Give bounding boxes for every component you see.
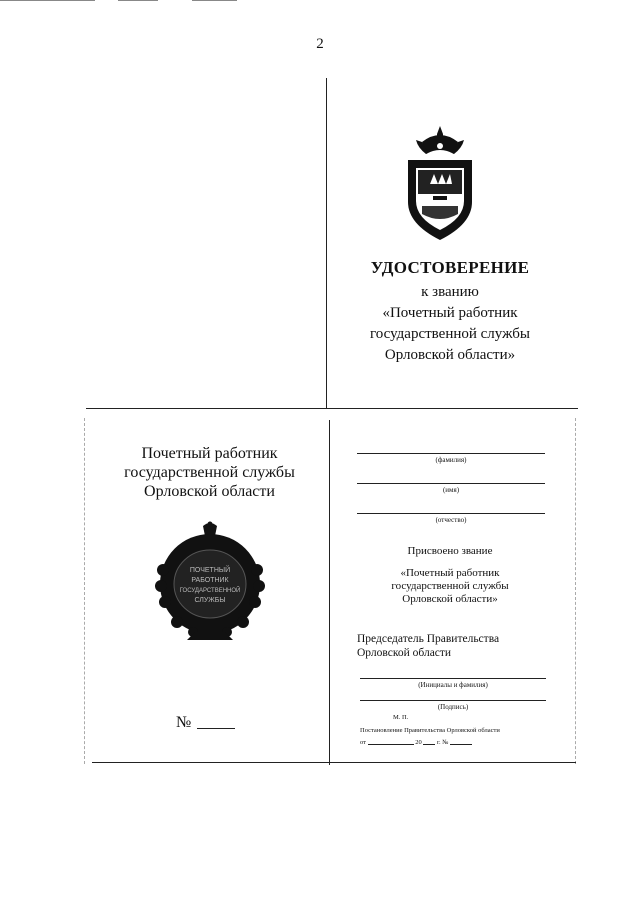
award-line: «Почетный работник (400, 567, 500, 579)
certificate-number (176, 714, 235, 732)
initials-caption: (Инициалы и фамилия) (418, 681, 488, 689)
subtitle-line: «Почетный работник (382, 305, 518, 321)
name-caption: (имя) (442, 486, 460, 494)
award-title (340, 567, 560, 606)
fold-line-horizontal (86, 408, 578, 409)
scan-artifact-line (118, 0, 158, 1)
subtitle-line: Орловской области» (384, 347, 516, 363)
decree-number-label: г. № (437, 739, 449, 746)
fold-line-vertical-top (326, 78, 327, 408)
initials-line (360, 678, 546, 679)
award-line: государственной службы (391, 580, 509, 592)
number-label: № (176, 714, 192, 731)
scan-artifact-line (192, 0, 237, 1)
chairman-line: Орловской области (357, 647, 452, 659)
left-page-title (92, 444, 327, 501)
date-from-label: от (360, 739, 367, 746)
certificate-subtitle (330, 282, 570, 366)
chairman-title (357, 632, 557, 660)
decree-number-blank (450, 737, 472, 745)
orel-region-coat-of-arms-icon (400, 124, 480, 244)
page-number: 2 (316, 36, 324, 52)
fold-line-vertical-bottom (329, 420, 330, 765)
decree-date-row (360, 737, 472, 746)
date-year-label: 20 (415, 739, 422, 746)
patronymic-caption: (отчество) (435, 516, 467, 524)
honorary-badge-icon (155, 520, 265, 640)
patronymic-line (357, 513, 545, 514)
badge-text-line: ПОЧЕТНЫЙ (189, 567, 231, 574)
subtitle-line: государственной службы (370, 326, 530, 342)
number-blank (197, 728, 235, 729)
date-blank (368, 737, 414, 745)
certificate-title: УДОСТОВЕРЕНИЕ (370, 258, 530, 277)
year-blank (423, 737, 435, 745)
award-line: Орловской области» (402, 593, 498, 605)
signature-line (360, 700, 546, 701)
title-line: государственной службы (124, 464, 295, 481)
chairman-line: Председатель Правительства (357, 633, 500, 645)
signature-caption: (Подпись) (437, 703, 469, 711)
surname-line (357, 453, 545, 454)
title-line: Орловской области (144, 483, 275, 500)
subtitle-line: к званию (421, 284, 479, 300)
badge-text-line: ГОСУДАРСТВЕННОЙ (179, 588, 241, 594)
stamp-place: М. П. (393, 714, 409, 721)
badge-text-line: СЛУЖБЫ (194, 597, 226, 604)
right-border-line (575, 418, 576, 764)
surname-caption: (фамилия) (435, 456, 467, 464)
left-border-line (84, 418, 85, 764)
name-line (357, 483, 545, 484)
title-line: Почетный работник (141, 445, 278, 462)
bottom-border-line (92, 762, 576, 763)
scan-artifact-line (0, 0, 95, 1)
badge-text-line: РАБОТНИК (191, 577, 229, 584)
awarded-label: Присвоено звание (407, 545, 493, 557)
decree-text: Постановление Правительства Орловской области (360, 727, 500, 734)
